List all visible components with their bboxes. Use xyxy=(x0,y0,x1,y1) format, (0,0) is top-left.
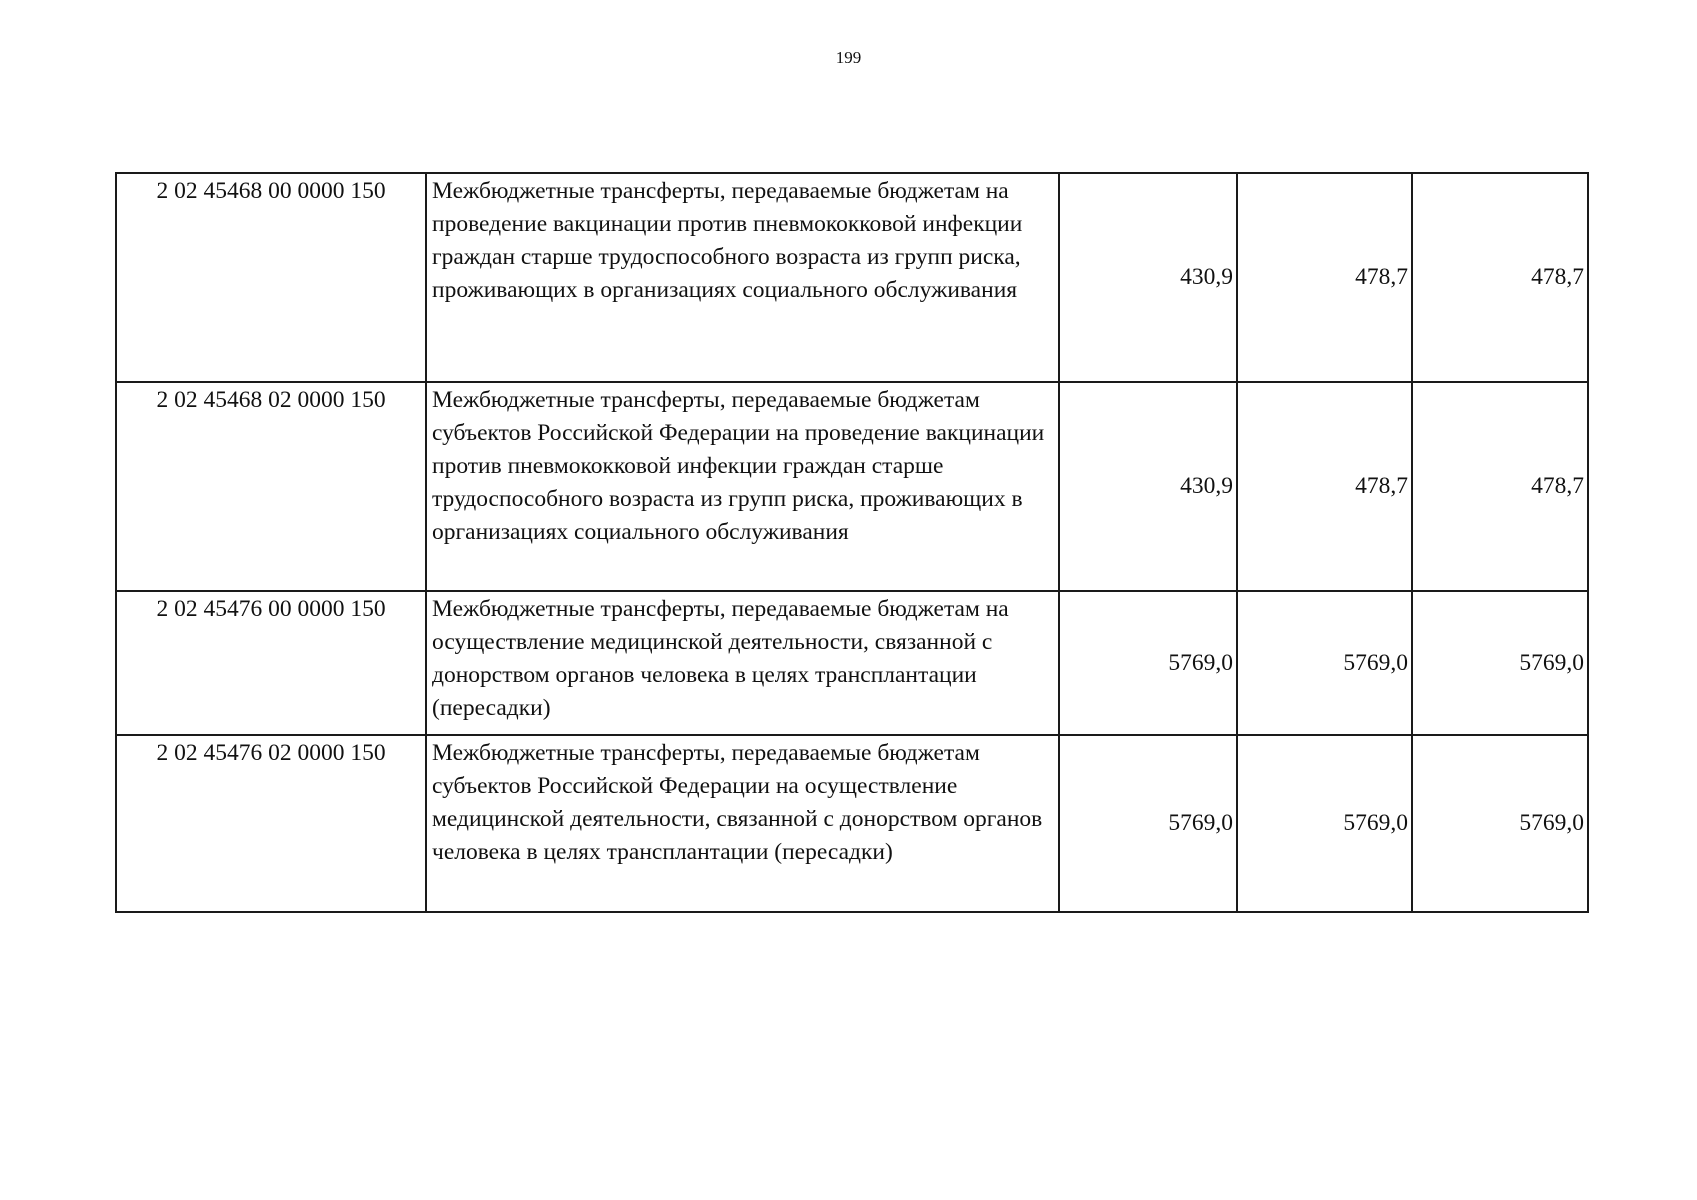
row-code: 2 02 45468 00 0000 150 xyxy=(116,173,426,382)
table-row xyxy=(116,591,1588,735)
row-value-1: 430,9 xyxy=(1059,382,1237,591)
row-description: Межбюджетные трансферты, передаваемые бюджетам на проведение вакцинации против пневмококковой инфекции граждан старше трудоспособного возраста из групп риска, проживающих в организациях социального обслуживания xyxy=(426,173,1059,382)
table-row xyxy=(116,382,1588,591)
row-value-3: 478,7 xyxy=(1412,382,1588,591)
row-value-2: 5769,0 xyxy=(1237,591,1412,735)
row-value-3: 5769,0 xyxy=(1412,735,1588,912)
row-value-1: 430,9 xyxy=(1059,173,1237,382)
table-row xyxy=(116,735,1588,912)
row-code: 2 02 45468 02 0000 150 xyxy=(116,382,426,591)
row-code: 2 02 45476 00 0000 150 xyxy=(116,591,426,735)
row-value-3: 478,7 xyxy=(1412,173,1588,382)
row-value-3: 5769,0 xyxy=(1412,591,1588,735)
page-number: 199 xyxy=(835,48,862,67)
row-description: Межбюджетные трансферты, передаваемые бюджетам на осуществление медицинской деятельности, связанной с донорством органов человека в целях трансплантации (пересадки) xyxy=(426,591,1059,735)
row-description: Межбюджетные трансферты, передаваемые бюджетам субъектов Российской Федерации на проведение вакцинации против пневмококковой инфекции граждан старше трудоспособного возраста из групп риска, проживающих в организациях социального обслуживания xyxy=(426,382,1059,591)
row-description: Межбюджетные трансферты, передаваемые бюджетам субъектов Российской Федерации на осуществление медицинской деятельности, связанной с донорством органов человека в целях трансплантации (пересадки) xyxy=(426,735,1059,912)
table-row xyxy=(116,173,1588,382)
budget-table xyxy=(115,172,1589,913)
row-code: 2 02 45476 02 0000 150 xyxy=(116,735,426,912)
row-value-2: 478,7 xyxy=(1237,382,1412,591)
row-value-2: 478,7 xyxy=(1237,173,1412,382)
row-value-1: 5769,0 xyxy=(1059,735,1237,912)
row-value-1: 5769,0 xyxy=(1059,591,1237,735)
row-value-2: 5769,0 xyxy=(1237,735,1412,912)
